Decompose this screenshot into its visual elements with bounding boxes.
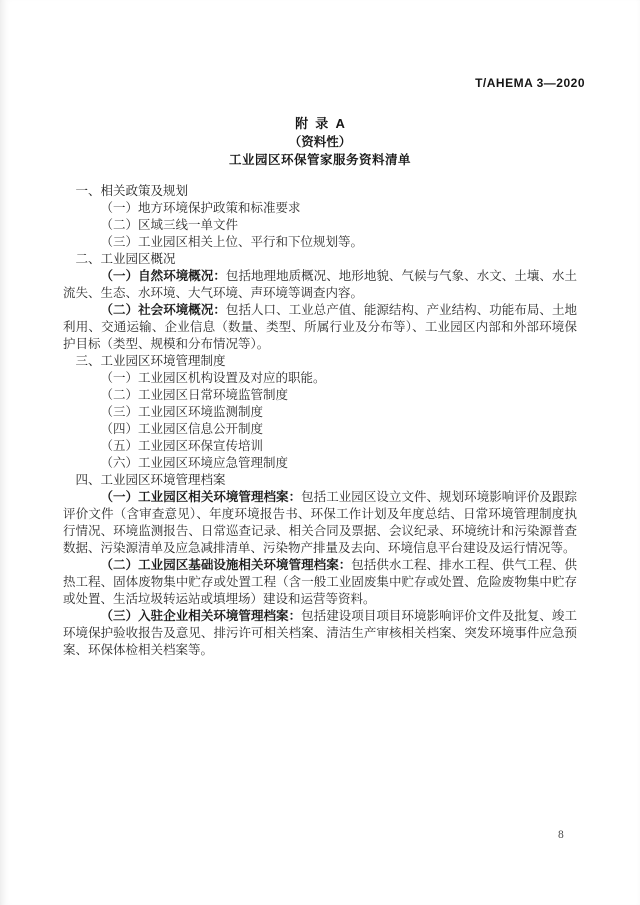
paragraph [63,268,577,302]
section-1-heading: 一、相关政策及规划 [75,184,189,198]
paragraph-text: 包括供水工程、排水工程、供气工程、供热工程、固体废物集中贮存或处置工程（含一般工业固废集中贮存或处置、危险废物集中贮存或处置、生活垃圾转运站或填埋场）建设和运营等资料。 [63,558,577,606]
page-number: 8 [558,829,564,841]
paragraph-text: 包括人口、工业总产值、能源结构、产业结构、功能布局、土地利用、交通运输、企业信息（数量、类型、所属行业及分布等）、工业园区内部和外部环境保护目标（类型、规模和分布情况等）。 [63,303,577,351]
section-2-heading: 二、工业园区概况 [75,252,176,266]
list-item: （四）工业园区信息公开制度 [100,422,264,436]
list-item: （一）工业园区机构设置及对应的职能。 [100,371,326,385]
appendix-heading: 附 录 A [295,116,345,131]
paragraph [63,608,577,659]
list-item: （二）工业园区日常环境监管制度 [100,388,289,402]
list-item: （一）地方环境保护政策和标准要求 [100,201,301,215]
paragraph-lead: （一）自然环境概况： [100,269,226,283]
paragraph-text: 包括建设项目项目环境影响评价文件及批复、竣工环境保护验收报告及意见、排污许可相关档案、清洁生产审核相关档案、突发环境事件应急预案、环保体检相关档案等。 [63,609,577,657]
paragraph-lead: （二）社会环境概况： [100,303,226,317]
paragraph-lead: （三）入驻企业相关环境管理档案： [100,609,302,623]
list-item: （三）工业园区相关上位、平行和下位规划等。 [100,235,364,249]
paragraph-text: 包括地理地质概况、地形地貌、气候与气象、水文、土壤、水土流失、生态、水环境、大气环境、声环境等调查内容。 [63,269,577,300]
paragraph [63,489,577,557]
section-4-heading: 四、工业园区环境管理档案 [75,473,226,487]
list-item: （六）工业园区环境应急管理制度 [100,456,289,470]
appendix-type-label: （资料性） [288,135,352,149]
appendix-subtitle: 工业园区环保管家服务资料清单 [228,153,411,167]
paragraph-lead: （一）工业园区相关环境管理档案： [100,490,302,504]
paragraph-text: 包括工业园区设立文件、规划环境影响评价及跟踪评价文件（含审查意见）、年度环境报告书、环保工作计划及年度总结、日常环境管理制度执行情况、环境监测报告、日常巡查记录、相关合同及票据、会议纪录、环境统计和污染源普查数据、污染源清单及应急减排清单、污染物产排量及去向、环境信息平台建设及运行情况等。 [63,490,577,555]
section-3-heading: 三、工业园区环境管理制度 [75,354,226,368]
paragraph-lead: （二）工业园区基础设施相关环境管理档案： [100,558,352,572]
paragraph [63,302,577,353]
list-item: （二）区域三线一单文件 [100,218,239,232]
list-item: （三）工业园区环境监测制度 [100,405,264,419]
appendix-title-block [0,115,640,169]
paragraph [63,557,577,608]
document-body [63,183,577,659]
standard-code: T/AHEMA 3—2020 [475,76,585,90]
list-item: （五）工业园区环保宣传培训 [100,439,264,453]
